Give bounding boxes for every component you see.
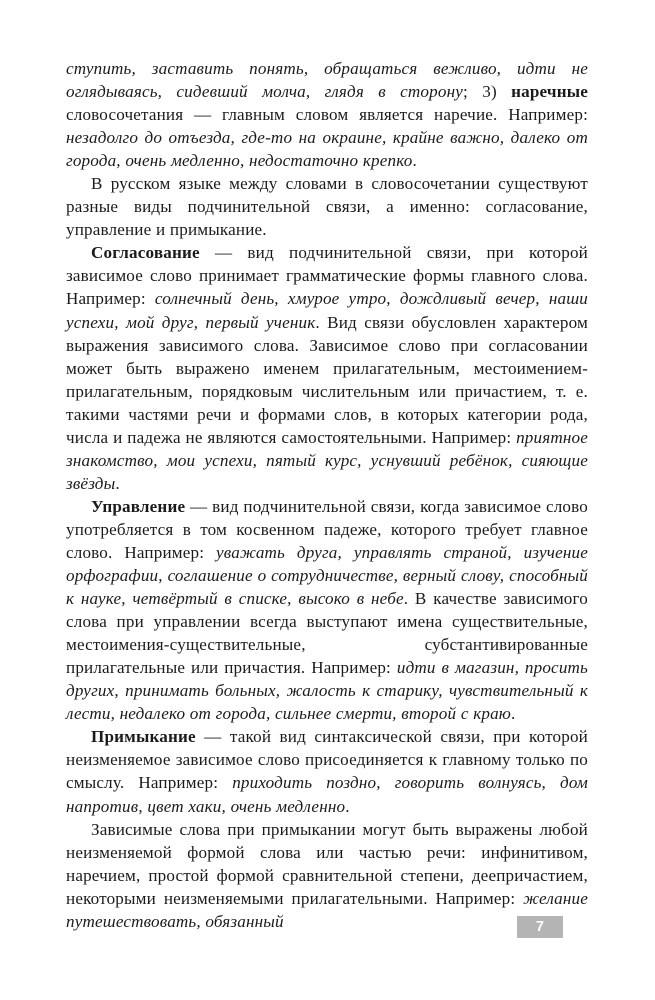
italic-example: приятное знакомство, мои успехи, пятый курс, уснувший ребёнок, сияющие звёзды	[66, 427, 588, 493]
body-text: В русском языке между словами в словосочетании существуют разные виды подчинительной связи, а именно: согласование, управление и примыкание.	[66, 174, 588, 240]
body-text: словосочетания — главным словом является наречие. Например:	[66, 105, 588, 125]
body-text: .	[511, 704, 516, 724]
italic-example: ступить, заставить понять, обращаться вежливо, идти не оглядываясь, сидевший молча, глядя в сторону	[66, 59, 588, 102]
italic-example: приходить поздно, говорить волнуясь, дом напротив, цвет хаки, очень медленно	[66, 773, 588, 816]
italic-example: идти в магазин, просить других, принимать больных, жалость к старику, чувствительный к лести, недалеко от города, сильнее смерти, второй с краю	[66, 658, 589, 724]
italic-example: солнечный день, хмурое утро, дождливый вечер, наши успехи, мой друг, первый ученик	[66, 289, 589, 332]
body-text: ; 3)	[463, 82, 512, 102]
paragraph-5-primykanie	[66, 725, 588, 817]
italic-example: незадолго до отъезда, где-то на окраине, крайне важно, далеко от города, очень медленно, недостаточно крепко	[66, 128, 588, 171]
paragraph-3-soglasovanie	[66, 241, 588, 495]
bold-term: Согласование	[91, 243, 200, 263]
paragraph-6	[66, 818, 588, 933]
body-text: — вид подчинительной связи, при которой зависимое слово принимает грамматические формы главного слова. Например:	[66, 243, 588, 309]
paragraph-2	[66, 172, 588, 241]
italic-example: желание путешествовать, обязанный	[66, 888, 588, 931]
paragraph-4-upravlenie	[66, 495, 588, 725]
text-column	[66, 57, 588, 933]
bold-term: Примыкание	[91, 727, 196, 747]
body-text: Зависимые слова при примыкании могут быть выражены любой неизменяемой формой слова или частью речи: инфинитивом, наречием, простой формой сравнительной степени, деепричастием, некоторыми неизменяемыми прилагательными. Например:	[66, 819, 588, 908]
paragraph-1	[66, 57, 588, 172]
page-number-badge	[517, 916, 563, 938]
page-number-label: 7	[535, 919, 545, 935]
body-text: . В качестве зависимого слова при управлении всегда выступают имена существительные, местоимения-существительные, субстантивированные прилагательные или причастия. Например:	[66, 589, 589, 678]
italic-example: уважать друга, управлять страной, изучение орфографии, соглашение о сотрудничестве, верный слову, способный к науке, четвёртый в списке, высоко в небе	[66, 542, 588, 609]
bold-term: наречные	[511, 82, 588, 102]
body-text: .	[115, 473, 120, 493]
body-text: .	[345, 796, 350, 816]
bold-term: Управление	[91, 496, 186, 516]
body-text: . Вид связи обусловлен характером выражения зависимого слова. Зависимое слово при согласовании может быть выражено именем прилагательным, местоимением-прилагательным, порядковым числительным или причастием, т. е. такими частями речи и формами слов, в которых категории рода, числа и падежа не являются самостоятельными. Например:	[66, 312, 588, 447]
body-text: — вид подчинительной связи, когда зависимое слово употребляется в том косвенном падеже, которого требует главное слово. Например:	[66, 496, 588, 562]
body-text: .	[412, 151, 417, 171]
body-text: — такой вид синтаксической связи, при которой неизменяемое зависимое слово присоединяется к главному только по смыслу. Например:	[66, 727, 588, 793]
